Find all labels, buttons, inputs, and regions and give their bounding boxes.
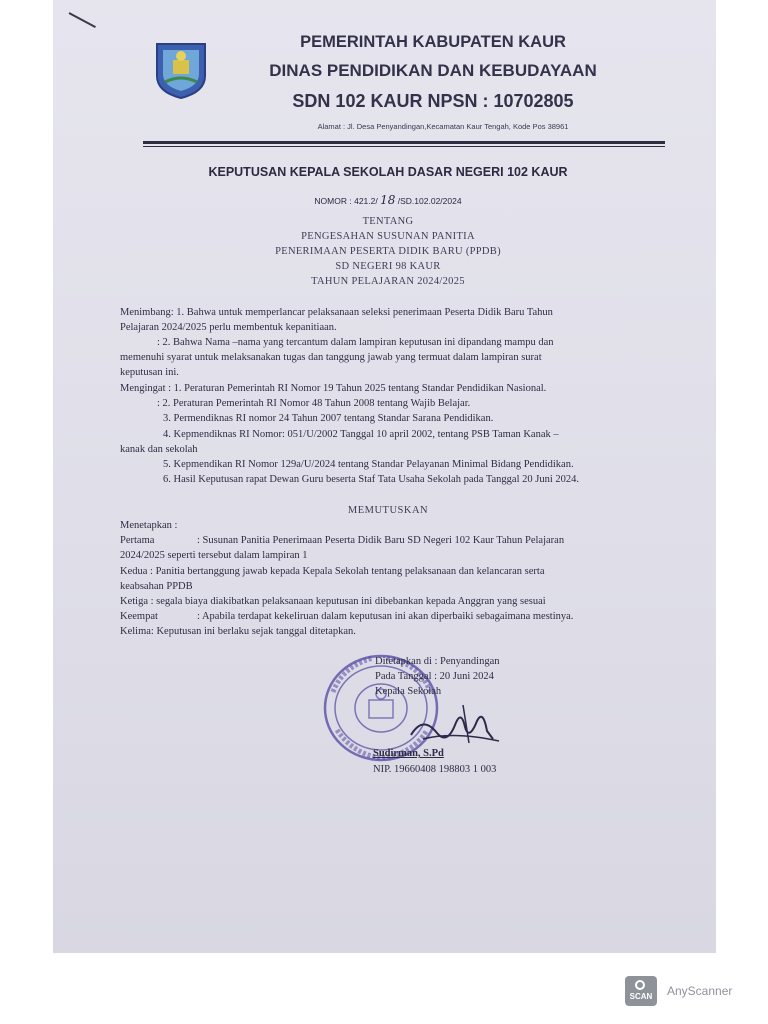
menimbang-line: Pelajaran 2024/2025 perlu membentuk kepanitiaan. bbox=[120, 322, 337, 333]
mengingat-line: 3. Permendiknas RI nomor 24 Tahun 2007 tentang Standar Sarana Pendidikan. bbox=[163, 413, 494, 424]
ttd-nama: Sudirman, S.Pd bbox=[373, 748, 444, 759]
ttd-tanggal: Pada Tanggal : 20 Juni 2024 bbox=[375, 671, 494, 682]
kop-sekolah: SDN 102 KAUR NPSN : 10702805 bbox=[292, 91, 574, 111]
menimbang-line: : 2. Bahwa Nama –nama yang tercantum dalam lampiran keputusan ini dipandang mampu dan bbox=[157, 337, 554, 348]
mengingat-line: kanak dan sekolah bbox=[120, 444, 198, 455]
anyscanner-logo-text: SCAN bbox=[629, 992, 653, 1001]
ttd-jabatan: Kepala Sekolah bbox=[375, 686, 442, 697]
decree-title: KEPUTUSAN KEPALA SEKOLAH DASAR NEGERI 102 KAUR bbox=[208, 165, 568, 179]
menimbang-line: keputusan ini. bbox=[120, 367, 179, 378]
tentang-line: PENERIMAAN PESERTA DIDIK BARU (PPDB) bbox=[275, 246, 501, 257]
pen-mark bbox=[69, 12, 96, 28]
memutuskan-heading: MEMUTUSKAN bbox=[347, 505, 429, 516]
tentang-line: TENTANG bbox=[362, 216, 414, 227]
menimbang-line: Menimbang: 1. Bahwa untuk memperlancar pelaksanaan seleksi penerimaan Peserta Didik Baru Tahun bbox=[120, 307, 553, 318]
decree-number bbox=[153, 193, 623, 207]
document-paper bbox=[53, 0, 716, 953]
kedua-text-cont: keabsahan PPDB bbox=[120, 581, 193, 592]
kelima-text: Kelima: Keputusan ini berlaku sejak tanggal ditetapkan. bbox=[120, 626, 356, 637]
decree-number-handwritten: 18 bbox=[380, 193, 396, 207]
kop-dinas: DINAS PENDIDIKAN DAN KEBUDAYAAN bbox=[269, 61, 597, 80]
mengingat-line: 6. Hasil Keputusan rapat Dewan Guru beserta Staf Tata Usaha Sekolah pada Tanggal 20 Juni 2024. bbox=[163, 474, 579, 485]
anyscanner-watermark: AnyScanner bbox=[667, 984, 733, 998]
pertama-text-cont: 2024/2025 seperti tersebut dalam lampiran 1 bbox=[120, 550, 308, 561]
menetapkan-label: Menetapkan : bbox=[120, 520, 178, 531]
ketiga-text: Ketiga : segala biaya diakibatkan pelaksanaan keputusan ini dibebankan kepada Anggran yang sesuai bbox=[120, 596, 546, 607]
decree-number-suffix: /SD.102.02/2024 bbox=[397, 196, 462, 206]
pertama-text: : Susunan Panitia Penerimaan Peserta Didik Baru SD Negeri 102 Kaur Tahun Pelajaran bbox=[197, 535, 565, 546]
mengingat-line: 5. Kepmendikan RI Nomor 129a/U/2024 tentang Standar Pelayanan Minimal Bidang Pendidikan. bbox=[163, 459, 574, 470]
kop-pemerintah: PEMERINTAH KABUPATEN KAUR bbox=[300, 33, 566, 51]
kedua-text: Kedua : Panitia bertanggung jawab kepada Kepala Sekolah tentang pelaksanaan dan kelancaran serta bbox=[120, 566, 545, 577]
pertama-label: Pertama bbox=[120, 535, 155, 546]
kop-address: Alamat : Jl. Desa Penyandingan,Kecamatan Kaur Tengah, Kode Pos 38961 bbox=[317, 122, 569, 131]
headmaster-signature-icon bbox=[403, 695, 503, 750]
tentang-line: PENGESAHAN SUSUNAN PANITIA bbox=[301, 231, 475, 242]
kop-divider-thick bbox=[143, 141, 665, 144]
tentang-line: TAHUN PELAJARAN 2024/2025 bbox=[311, 276, 465, 287]
mengingat-line: 4. Kepmendiknas RI Nomor: 051/U/2002 Tanggal 10 april 2002, tentang PSB Taman Kanak – bbox=[163, 429, 559, 440]
tentang-line: SD NEGERI 98 KAUR bbox=[335, 261, 441, 272]
kop-divider-thin bbox=[143, 146, 665, 147]
ttd-ditetapkan: Ditetapkan di : Penyandingan bbox=[375, 656, 500, 667]
ttd-nip: NIP. 19660408 198803 1 003 bbox=[373, 764, 497, 775]
menimbang-line: memenuhi syarat untuk melaksanakan tugas dan tanggung jawab yang termuat dalam lampiran surat bbox=[120, 352, 542, 363]
keempat-label: Keempat bbox=[120, 611, 158, 622]
anyscanner-logo-icon bbox=[625, 976, 657, 1006]
decree-number-prefix: NOMOR : 421.2/ bbox=[314, 196, 378, 206]
keempat-text: : Apabila terdapat kekeliruan dalam keputusan ini akan diperbaiki sebagaimana mestinya. bbox=[197, 611, 574, 622]
mengingat-line: : 2. Peraturan Pemerintah RI Nomor 48 Tahun 2008 tentang Wajib Belajar. bbox=[157, 398, 471, 409]
mengingat-line: Mengingat : 1. Peraturan Pemerintah RI Nomor 19 Tahun 2025 tentang Standar Pendidikan Nasional. bbox=[120, 383, 547, 394]
